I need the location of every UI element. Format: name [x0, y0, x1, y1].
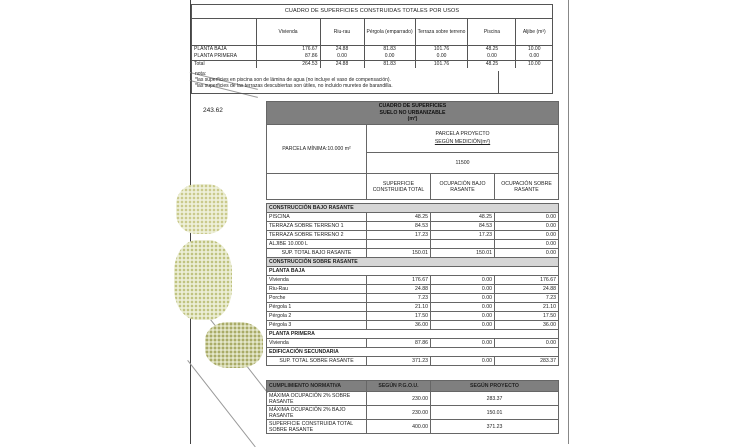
- cell: 0.00: [431, 294, 495, 303]
- row-label: MÁXIMA OCUPACIÓN 2% SOBRE RASANTE: [267, 392, 367, 406]
- cell: 101.76: [415, 46, 468, 54]
- cell: 21.10: [367, 303, 431, 312]
- cell: 36.00: [495, 321, 559, 330]
- table-row: [267, 312, 559, 321]
- subsection-planta-primera: PLANTA PRIMERA: [267, 330, 559, 339]
- cell: 17.23: [367, 231, 431, 240]
- cell: 0.00: [431, 321, 495, 330]
- cell: 150.01: [431, 406, 559, 420]
- row-label: TERRAZA SOBRE TERRENO 1: [267, 222, 367, 231]
- cell: 371.23: [431, 420, 559, 434]
- table-row: [267, 213, 559, 222]
- cell: 101.76: [415, 61, 468, 69]
- surfaces-table-suelo-no-urbanizable: [266, 101, 558, 434]
- cell: 48.25: [468, 46, 516, 54]
- cell: 230.00: [367, 406, 431, 420]
- cell: 0.00: [431, 357, 495, 366]
- note-line: *las superficies en piscina son de lámina de agua (no incluye el vaso de compensación).: [195, 77, 391, 84]
- cell: 24.88: [495, 285, 559, 294]
- cell: 176.67: [367, 276, 431, 285]
- cell: 24.88: [320, 61, 364, 69]
- cell: 283.37: [431, 392, 559, 406]
- subsection-planta-baja: PLANTA BAJA: [267, 267, 559, 276]
- cell: [367, 240, 431, 249]
- cell: 0.00: [495, 249, 559, 258]
- col-header-empty: [192, 19, 256, 46]
- elevation-label: 243.62: [203, 107, 223, 114]
- cell: 0.00: [320, 53, 364, 61]
- cell: 0.00: [495, 213, 559, 222]
- main-table-title: [267, 102, 559, 125]
- table-row: [267, 321, 559, 330]
- table-row-total: [267, 249, 559, 258]
- tree-cluster-3: [205, 322, 263, 368]
- surfaces-by-use-title: CUADRO DE SUPERFICIES CONSTRUIDAS TOTALES POR USOS: [284, 8, 460, 14]
- cell: 24.88: [320, 46, 364, 54]
- cell: 0.00: [364, 53, 415, 61]
- cell: 87.86: [367, 339, 431, 348]
- table-row: [192, 53, 552, 61]
- subsection-edificacion-secundaria: EDIFICACIÓN SECUNDARIA: [267, 348, 559, 357]
- col-header-bajo-rasante: OCUPACIÓN BAJO RASANTE: [431, 174, 495, 200]
- row-label: PLANTA PRIMERA: [192, 53, 256, 61]
- table-row: [267, 339, 559, 348]
- col-header-riu-rau: Riu-rau: [320, 19, 364, 46]
- row-label: Pérgola 2: [267, 312, 367, 321]
- col-header-proyecto: SEGÚN PROYECTO: [431, 381, 559, 392]
- table-row: [267, 294, 559, 303]
- table-row: [267, 392, 559, 406]
- col-header-terraza: Terraza sobre terreno: [415, 19, 468, 46]
- parcela-proyecto: [367, 125, 559, 153]
- cell: 0.00: [431, 339, 495, 348]
- cell: 0.00: [495, 222, 559, 231]
- row-label: SUP. TOTAL SOBRE RASANTE: [267, 357, 367, 366]
- row-label: Riu-Rau: [267, 285, 367, 294]
- cell: 0.00: [431, 285, 495, 294]
- cell: 0.00: [529, 53, 540, 59]
- parcela-minima: PARCELA MÍNIMA:10.000 m²: [267, 125, 367, 174]
- cell: 0.00: [495, 240, 559, 249]
- title-line: CUADRO DE SUPERFICIES: [378, 103, 447, 110]
- cell: 17.23: [431, 231, 495, 240]
- cell: 7.23: [495, 294, 559, 303]
- cell: 48.25: [431, 213, 495, 222]
- table-row: [267, 303, 559, 312]
- cell: 150.01: [431, 249, 495, 258]
- row-label: SUPERFICIE CONSTRUIDA TOTAL SOBRE RASANTE: [267, 420, 367, 434]
- col-header-pgou: SEGÚN P.G.O.U.: [367, 381, 431, 392]
- cell: 176.67: [495, 276, 559, 285]
- cell: 7.23: [367, 294, 431, 303]
- cell: [431, 240, 495, 249]
- cell: 21.10: [495, 303, 559, 312]
- surfaces-by-use-table: [191, 4, 553, 94]
- cell: 84.53: [431, 222, 495, 231]
- cell: 36.00: [367, 321, 431, 330]
- note-heading: nota:: [195, 71, 207, 77]
- cell: 48.25: [468, 61, 516, 69]
- col-header-aljibe: Aljibe (m³): [522, 29, 546, 35]
- cell: 81.83: [364, 61, 415, 69]
- title-line: (m²): [407, 116, 418, 123]
- row-label: Porche: [267, 294, 367, 303]
- row-label: ALJIBE 10.000 L: [267, 240, 367, 249]
- cell: 230.00: [367, 392, 431, 406]
- table-row: [267, 276, 559, 285]
- col-header-sup-total: SUPERFICIE CONSTRUIDA TOTAL: [367, 174, 431, 200]
- cell: 84.53: [367, 222, 431, 231]
- table-row-total: [192, 61, 552, 69]
- cell: 17.50: [495, 312, 559, 321]
- cell: 0.00: [495, 231, 559, 240]
- cell: 48.25: [367, 213, 431, 222]
- cell: 0.00: [468, 53, 516, 61]
- cell: 10.00: [516, 61, 552, 69]
- section-sobre-rasante: CONSTRUCCIÓN SOBRE RASANTE: [267, 258, 559, 267]
- cumplimiento-header: CUMPLIMIENTO NORMATIVA: [267, 381, 367, 392]
- table-row: [192, 46, 552, 54]
- table-row: [267, 240, 559, 249]
- table-row: [267, 285, 559, 294]
- col-header-sobre-rasante: OCUPACIÓN SOBRE RASANTE: [495, 174, 559, 200]
- row-label: Vivienda: [267, 339, 367, 348]
- row-label: MÁXIMA OCUPACIÓN 2% BAJO RASANTE: [267, 406, 367, 420]
- tree-cluster-2: [174, 240, 232, 320]
- cell: 0.00: [431, 303, 495, 312]
- tree-cluster-1: [176, 184, 228, 234]
- cell: 0.00: [431, 276, 495, 285]
- notes: [195, 71, 393, 90]
- notes-divider: [498, 71, 499, 93]
- row-label: PISCINA: [267, 213, 367, 222]
- col-header-vivienda: Vivienda: [256, 19, 320, 46]
- col-header-pergola: Pérgola (emparrado): [364, 19, 415, 46]
- title-line: SUELO NO URBANIZABLE: [379, 109, 446, 116]
- cell: 0.00: [415, 53, 468, 61]
- table-row: [267, 231, 559, 240]
- table-row: [267, 222, 559, 231]
- table-row: [267, 420, 559, 434]
- cell: 150.01: [367, 249, 431, 258]
- cell: 17.50: [367, 312, 431, 321]
- cell: 87.86: [256, 53, 320, 61]
- note-line: *las superficies de las terrazas descubiertas son útiles, no incluido muretes de barandilla.: [195, 83, 393, 90]
- table-row: [267, 406, 559, 420]
- col-header-piscina: Piscina: [468, 19, 516, 46]
- cell: 24.88: [367, 285, 431, 294]
- cell: 81.83: [364, 46, 415, 54]
- table-row-total: [267, 357, 559, 366]
- section-bajo-rasante: CONSTRUCCIÓN BAJO RASANTE: [267, 204, 559, 213]
- cell: 264.53: [256, 61, 320, 69]
- parcela-proyecto-line: SEGÚN MEDICIÓN(m²): [434, 139, 491, 146]
- row-label: TERRAZA SOBRE TERRENO 2: [267, 231, 367, 240]
- cell: 0.00: [495, 339, 559, 348]
- drawing-frame-right: [568, 0, 569, 444]
- cell: 0.00: [431, 312, 495, 321]
- row-label: SUP. TOTAL BAJO RASANTE: [267, 249, 367, 258]
- cell: 283.37: [495, 357, 559, 366]
- cell: 10.00: [527, 46, 541, 52]
- cell: 176.67: [256, 46, 320, 54]
- cell: 400.00: [367, 420, 431, 434]
- parcela-value: 11500: [367, 152, 559, 173]
- row-label: Pérgola 1: [267, 303, 367, 312]
- parcela-proyecto-line: PARCELA PROYECTO: [435, 131, 490, 138]
- plan-line-4: [187, 360, 256, 447]
- row-label: Vivienda: [267, 276, 367, 285]
- cell: 371.23: [367, 357, 431, 366]
- row-label: Pérgola 3: [267, 321, 367, 330]
- row-label: PLANTA BAJA: [192, 46, 256, 54]
- row-label: Total: [192, 61, 256, 69]
- col-header-empty: [267, 174, 367, 200]
